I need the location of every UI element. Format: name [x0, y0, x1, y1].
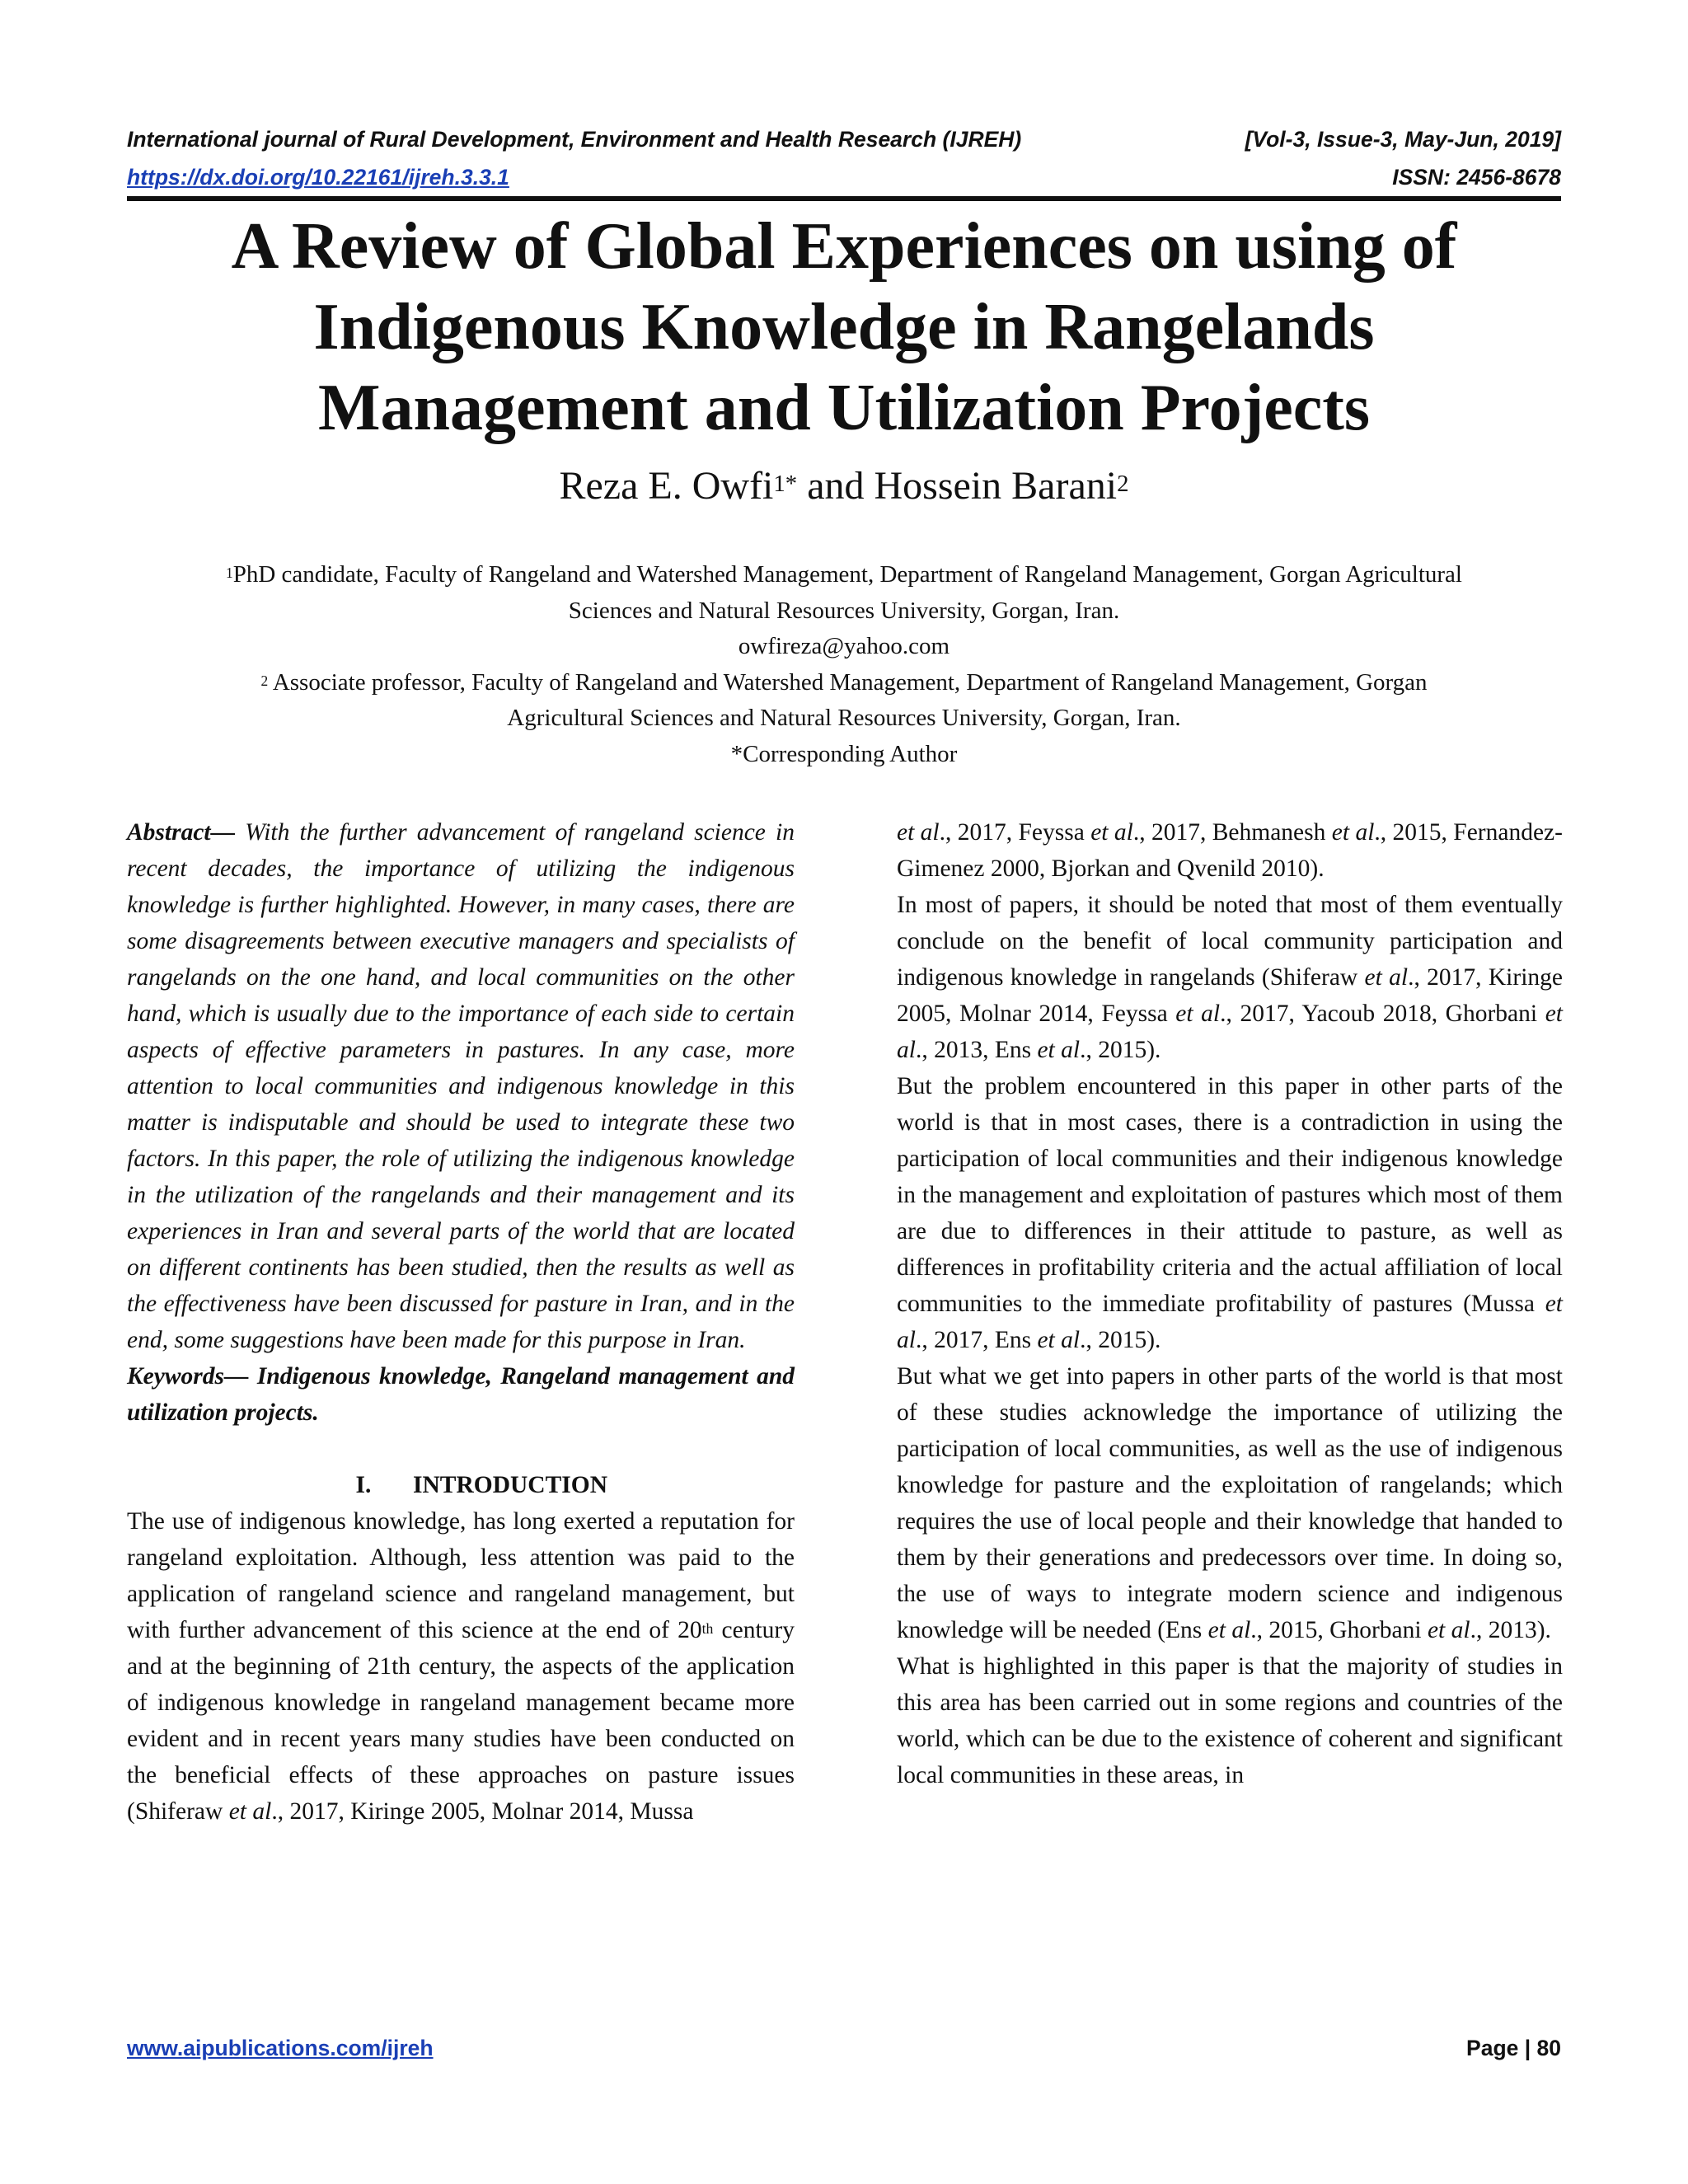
page-footer: [127, 2036, 1561, 2061]
body-text: But what we get into papers in other parts of the world is that most of these studies acknowledge the importance of utilizing the participation of local communities, as well as the use of indigenous knowledge for pasture and the exploitation of rangelands; which requires the use of local people and their knowledge that handed to them by their generations and predecessors over time. In doing so, the use of ways to integrate modern science and indigenous knowledge will be needed (Ens: [897, 1363, 1563, 1643]
affiliation-marker: 2: [260, 672, 269, 689]
body-text: The use of indigenous knowledge, has long exerted a reputation for rangeland exploitation. Although, less attention was paid to the application of rangeland science and rangeland management, but with further advancement of this science at the end of 20: [127, 1508, 795, 1643]
body-text: century and at the beginning of 21th century, the aspects of the application of indigenous knowledge in rangeland management became more evident and in recent years many studies have been conducted on the beneficial effects of these approaches on pasture issues (Shiferaw: [127, 1617, 795, 1825]
section-number: I.: [355, 1472, 372, 1498]
body-text: ., 2015, Ghorbani: [1250, 1617, 1428, 1643]
author-2: Hossein Barani: [874, 464, 1118, 508]
et-al: et al: [1331, 819, 1375, 846]
author-conjunction: and: [797, 464, 874, 508]
body-text: ., 2015).: [1080, 1327, 1161, 1353]
superscript: th: [701, 1620, 714, 1638]
body-text: ., 2013, Ens: [915, 1037, 1038, 1063]
journal-name: International journal of Rural Development, Environment and Health Research (IJREH): [127, 126, 1022, 152]
affiliation-1: [127, 557, 1561, 593]
intro-paragraph-4: [897, 1358, 1563, 1648]
affiliation-marker: 1: [226, 565, 233, 582]
keywords-text: Indigenous knowledge, Rangeland management and utilization projects.: [127, 1363, 795, 1426]
author-list: [127, 462, 1561, 511]
body-text: ., 2013).: [1470, 1617, 1551, 1643]
et-al: et al: [1090, 819, 1133, 846]
body-text: ., 2017, Yacoub 2018, Ghorbani: [1220, 1001, 1545, 1027]
abstract-text: With the further advancement of rangeland science in recent decades, the importance of utilizing the indigenous knowledge is further highlighted. However, in many cases, there are some disagreements between executive managers and specialists of rangelands on the one hand, and local communities on the other hand, which is usually due to the importance of each side to certain aspects of effective parameters in pastures. In any case, more attention to local communities and indigenous knowledge in this matter is indisputable and should be used to integrate these two factors. In this paper, the role of utilizing the indigenous knowledge in the utilization of the rangelands and their management and its experiences in Iran and several parts of the world that are located on different continents has been studied, then the results as well as the effectiveness have been discussed for pasture in Iran, and in the end, some suggestions have been made for this purpose in Iran.: [127, 819, 795, 1353]
body-text: ., 2017, Feyssa: [939, 819, 1091, 846]
paper-title: [127, 206, 1561, 448]
intro-paragraph-1-continued: [897, 814, 1563, 887]
keywords-label: Keywords—: [127, 1363, 249, 1390]
et-al: et al: [1037, 1327, 1081, 1353]
publisher-link[interactable]: www.aipublications.com/ijreh: [127, 2036, 434, 2060]
intro-paragraph-3: [897, 1068, 1563, 1358]
abstract: [127, 814, 795, 1358]
body-text: ., 2015, Fernandez- Gimenez 2000, Bjorkan and Qvenild 2010).: [897, 819, 1563, 882]
doi-link[interactable]: https://dx.doi.org/10.22161/ijreh.3.3.1: [127, 164, 509, 190]
abstract-label: Abstract—: [127, 819, 236, 846]
issn: ISSN: 2456-8678: [1392, 164, 1561, 190]
intro-paragraph-1: [127, 1503, 795, 1830]
et-al: et al: [897, 1291, 1563, 1353]
et-al: et al: [1207, 1617, 1251, 1643]
author-1: Reza E. Owfi: [559, 464, 774, 508]
affiliations: [127, 557, 1561, 772]
et-al: et al: [897, 1001, 1563, 1063]
intro-paragraph-5: What is highlighted in this paper is that the majority of studies in this area has been carried out in some regions and countries of the world, which can be due to the existence of coherent and significant local communities in these areas, in: [897, 1653, 1563, 1788]
body-text: In most of papers, it should be noted that most of them eventually conclude on the benefit of local community participation and indigenous knowledge in rangelands (Shiferaw: [897, 892, 1563, 991]
et-al: et al: [1037, 1037, 1081, 1063]
corresponding-author-note: *Corresponding Author: [730, 740, 958, 767]
body-text: ., 2017, Kiringe 2005, Molnar 2014, Feyssa: [897, 964, 1563, 1027]
et-al: et al: [1364, 964, 1409, 991]
author-2-marker: 2: [1117, 471, 1129, 498]
volume-info: [Vol-3, Issue-3, May-Jun, 2019]: [1245, 126, 1561, 152]
body-text: But the problem encountered in this paper in other parts of the world is that in most cases, there is a contradiction in using the participation of local communities and their indigenous knowledge in the management and exploitation of pastures which most of them are due to differences in their attitude to pasture, as well as differences in profitability criteria and the actual affiliation of local communities to the immediate profitability of pastures (Mussa: [897, 1073, 1563, 1317]
keywords: [127, 1358, 795, 1431]
et-al: et al: [228, 1798, 272, 1825]
running-header: [127, 120, 1561, 196]
et-al: et al: [1427, 1617, 1470, 1643]
title-line: A Review of Global Experiences on using of: [231, 210, 1457, 283]
body-text: ., 2017, Kiringe 2005, Molnar 2014, Mussa: [271, 1798, 694, 1825]
page-number: Page | 80: [1466, 2036, 1561, 2060]
et-al: et al: [1175, 1001, 1221, 1027]
section-heading: [127, 1467, 795, 1503]
body-text: ., 2015).: [1080, 1037, 1161, 1063]
intro-paragraph-2: [897, 887, 1563, 1068]
title-line: Indigenous Knowledge in Rangelands: [313, 291, 1375, 363]
right-column: [897, 814, 1563, 1793]
body-text: ., 2017, Behmanesh: [1132, 819, 1332, 846]
body-text: ., 2017, Ens: [915, 1327, 1038, 1353]
affiliation-2: [127, 665, 1561, 701]
affiliation-text: Sciences and Natural Resources University, Gorgan, Iran.: [568, 597, 1120, 624]
section-title: INTRODUCTION: [412, 1472, 608, 1498]
affiliation-text: PhD candidate, Faculty of Rangeland and Watershed Management, Department of Rangeland Management, Gorgan Agricultural: [232, 561, 1462, 588]
author-email: owfireza@yahoo.com: [738, 633, 950, 659]
left-column: [127, 814, 795, 1830]
title-line: Management and Utilization Projects: [317, 372, 1371, 444]
header-rule: [127, 196, 1561, 201]
affiliation-text: Agricultural Sciences and Natural Resources University, Gorgan, Iran.: [507, 705, 1181, 731]
author-1-marker: 1*: [773, 471, 798, 498]
et-al: et al: [897, 819, 940, 846]
affiliation-text: Associate professor, Faculty of Rangeland and Watershed Management, Department of Rangeland Management, Gorgan: [268, 668, 1428, 696]
